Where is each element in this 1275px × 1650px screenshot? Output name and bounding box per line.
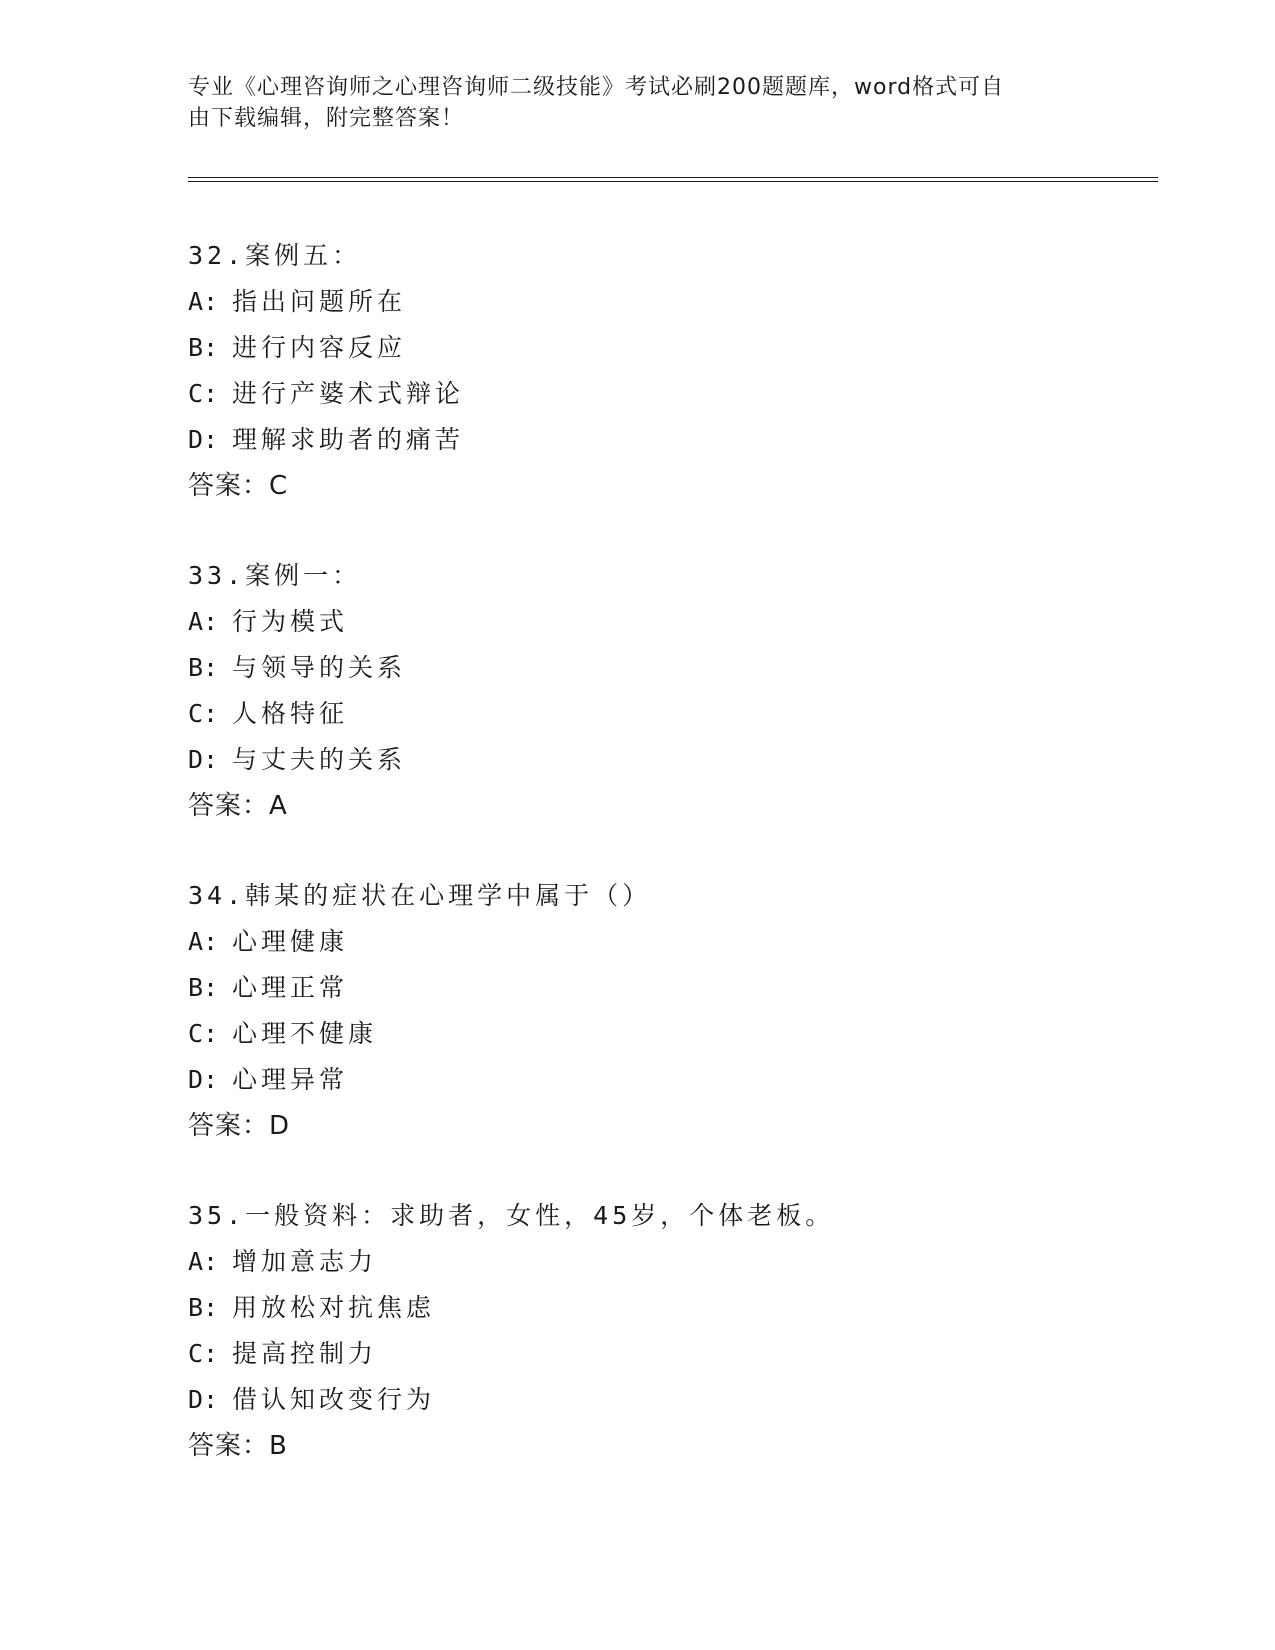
option-text: 用放松对抗焦虑 [232,1293,436,1322]
option-letter: D: [188,425,219,454]
option-letter: B: [188,653,219,682]
option-letter: B: [188,1293,219,1322]
question-title: 34.韩某的症状在心理学中属于（） [188,881,652,910]
option-letter: A: [188,287,219,316]
option-text: 借认知改变行为 [232,1385,436,1414]
option-text: 增加意志力 [232,1247,378,1276]
option-c [188,371,1158,417]
question-title: 33.案例一： [188,561,362,590]
option-text: 进行内容反应 [232,333,407,362]
option-text: 进行产婆术式辩论 [232,379,465,408]
question-35 [188,1193,1158,1513]
option-text: 指出问题所在 [232,287,407,316]
option-letter: C: [188,1019,219,1048]
option-d [188,1057,1158,1103]
option-letter: A: [188,1247,219,1276]
option-b [188,325,1158,371]
option-b [188,965,1158,1011]
option-a [188,1239,1158,1285]
option-a [188,279,1158,325]
option-c [188,1331,1158,1377]
header-divider-top [188,177,1158,178]
option-text: 提高控制力 [232,1339,378,1368]
option-letter: D: [188,1385,219,1414]
option-c [188,691,1158,737]
answer: 答案：A [188,791,288,821]
header-line-1: 专业《心理咨询师之心理咨询师二级技能》考试必刷200题题库，word格式可自 [188,75,1005,100]
option-c [188,1011,1158,1057]
option-b [188,1285,1158,1331]
option-text: 心理健康 [232,927,349,956]
document-header [188,72,1068,134]
header-line-2: 由下载编辑，附完整答案！ [188,106,465,131]
option-d [188,417,1158,463]
option-letter: A: [188,607,219,636]
option-letter: C: [188,699,219,728]
option-text: 心理不健康 [232,1019,378,1048]
answer: 答案：C [188,471,289,501]
header-divider-bottom [188,181,1158,182]
option-letter: B: [188,333,219,362]
option-text: 与丈夫的关系 [232,745,407,774]
option-d [188,737,1158,783]
option-a [188,919,1158,965]
option-d [188,1377,1158,1423]
option-text: 人格特征 [232,699,349,728]
question-34 [188,873,1158,1193]
option-a [188,599,1158,645]
option-text: 理解求助者的痛苦 [232,425,465,454]
question-title: 35.一般资料：求助者，女性，45岁，个体老板。 [188,1201,835,1230]
question-title: 32.案例五： [188,241,362,270]
option-text: 行为模式 [232,607,349,636]
option-letter: C: [188,379,219,408]
answer: 答案：B [188,1431,288,1461]
question-list [188,233,1158,1513]
option-text: 与领导的关系 [232,653,407,682]
question-33 [188,553,1158,873]
option-text: 心理正常 [232,973,349,1002]
option-b [188,645,1158,691]
option-letter: A: [188,927,219,956]
option-letter: C: [188,1339,219,1368]
question-32 [188,233,1158,553]
option-letter: D: [188,745,219,774]
option-text: 心理异常 [232,1065,349,1094]
option-letter: B: [188,973,219,1002]
answer: 答案：D [188,1111,291,1141]
option-letter: D: [188,1065,219,1094]
